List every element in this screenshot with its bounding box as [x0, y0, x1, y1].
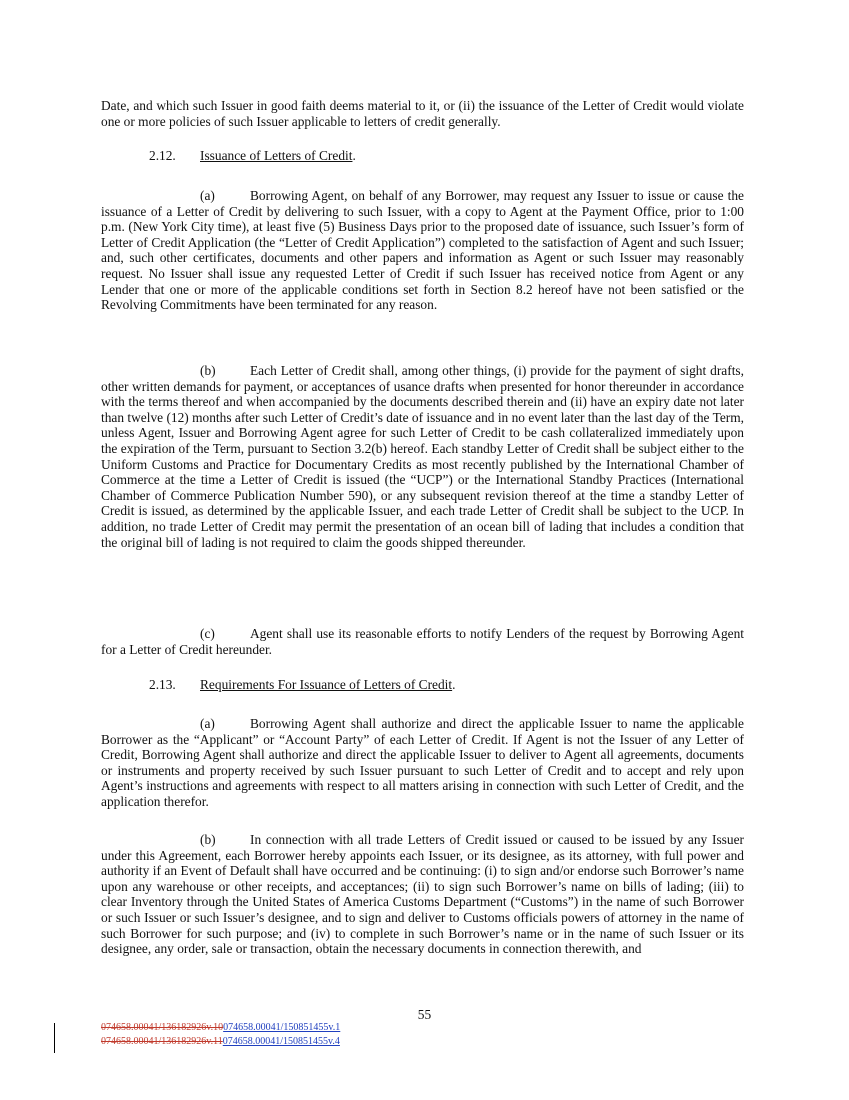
deleted-doc-id: 074658.00041/136182926v.11 — [101, 1036, 223, 1047]
paragraph-2-13-a — [101, 716, 744, 810]
clause-label: (b) — [200, 363, 216, 378]
inserted-doc-id: 074658.00041/150851455v.1 — [223, 1022, 341, 1033]
clause-text: Agent shall use its reasonable efforts to notify Lenders of the request by Borrowing Agent for a Letter of Credit hereunder. — [101, 626, 744, 657]
section-number: 2.13. — [149, 677, 176, 692]
paragraph-2-12-b — [101, 363, 744, 550]
page-number: 55 — [417, 1007, 432, 1022]
paragraph-2-13-b — [101, 832, 744, 957]
footer-doc-id-2 — [101, 1036, 340, 1048]
clause-label: (a) — [200, 188, 215, 203]
clause-text: Each Letter of Credit shall, among other things, (i) provide for the payment of sight drafts, other written demands for payment, or acceptances of usance drafts when presented for honor thereunder in accordance with the terms thereof and when accompanied by the documents described therein and (ii) have an expiry date not later than twelve (12) months after such Letter of Credit’s date of issuance and in no event later than the last day of the Term, unless Agent, Issuer and Borrowing Agent agree for such Letter of Credit to be cash collateralized immediately upon the expiration of the Term, pursuant to Section 3.2(b) hereof. Each standby Letter of Credit shall be subject either to the Uniform Customs and Practice for Documentary Credits as most recently published by the International Chamber of Commerce at the time a Letter of Credit is issued (the “UCP”) or the International Standby Practices (International Chamber of Commerce Publication Number 590), or any subsequent revision thereof at the time a standby Letter of Credit is issued, as determined by the applicable Issuer, and each trade Letter of Credit shall be subject to the UCP. In addition, no trade Letter of Credit may permit the presentation of an ocean bill of lading that includes a condition that the original bill of lading is not required to claim the goods shipped thereunder. — [101, 363, 744, 550]
clause-label: (c) — [200, 626, 215, 641]
paragraph-2-12-c — [101, 626, 744, 657]
section-title: Requirements For Issuance of Letters of Credit — [200, 677, 453, 692]
clause-text: Borrowing Agent, on behalf of any Borrower, may request any Issuer to issue or cause the issuance of a Letter of Credit by delivering to such Issuer, with a copy to Agent at the Payment Office, prior to 1:00 p.m. (New York City time), at least five (5) Business Days prior to the proposed date of issuance, such Issuer’s form of Letter of Credit Application (the “Letter of Credit Application”) completed to the satisfaction of Agent and such Issuer; and, such other certificates, documents and other papers and information as Agent or such Issuer may reasonably request. No Issuer shall issue any requested Letter of Credit if such Issuer has received notice from Agent or any Lender that one or more of the applicable conditions set forth in Section 8.2 hereof have not been satisfied or the Revolving Commitments have been terminated for any reason. — [101, 188, 744, 313]
paragraph-intro: Date, and which such Issuer in good faith deems material to it, or (ii) the issuance of the Letter of Credit would violate one or more policies of such Issuer applicable to letters of credit generally. — [101, 98, 744, 129]
section-heading-2-13: 2.13. Requirements For Issuance of Letters of Credit. — [149, 677, 456, 692]
paragraph-2-12-a — [101, 188, 744, 313]
section-number: 2.12. — [149, 148, 176, 163]
clause-label: (b) — [200, 832, 216, 847]
revision-change-bar — [54, 1023, 55, 1053]
deleted-doc-id: 074658.00041/136182926v.10 — [101, 1022, 224, 1033]
section-title: Issuance of Letters of Credit — [200, 148, 353, 163]
clause-label: (a) — [200, 716, 215, 731]
section-heading-2-12: 2.12. Issuance of Letters of Credit. — [149, 148, 356, 163]
inserted-doc-id: 074658.00041/150851455v.4 — [222, 1036, 340, 1047]
footer-doc-id-1 — [101, 1022, 340, 1034]
clause-text: In connection with all trade Letters of Credit issued or caused to be issued by any Issuer under this Agreement, each Borrower hereby appoints each Issuer, or its designee, as its attorney, with full power and authority if an Event of Default shall have occurred and be continuing: (i) to sign and/or endorse such Borrower’s name upon any warehouse or other receipts, and acceptances; (ii) to sign such Borrower’s name on bills of lading; (iii) to clear Inventory through the United States of America Customs Department (“Customs”) in the name of such Borrower or such Issuer or such Issuer’s designee, and to sign and deliver to Customs officials powers of attorney in the name of such Borrower for such purpose; and (iv) to complete in such Borrower’s name or in the name of such Issuer or its designee, any order, sale or transaction, obtain the necessary documents in connection therewith, and — [101, 832, 744, 957]
clause-text: Borrowing Agent shall authorize and direct the applicable Issuer to name the applicable Borrower as the “Applicant” or “Account Party” of each Letter of Credit. If Agent is not the Issuer of any Letter of Credit, Borrowing Agent shall authorize and direct the applicable Issuer to deliver to Agent all agreements, documents or instruments and property received by such Issuer pursuant to such Letter of Credit and to accept and rely upon Agent’s instructions and agreements with respect to all matters arising in connection with such Letter of Credit, and the application therefor. — [101, 716, 744, 809]
